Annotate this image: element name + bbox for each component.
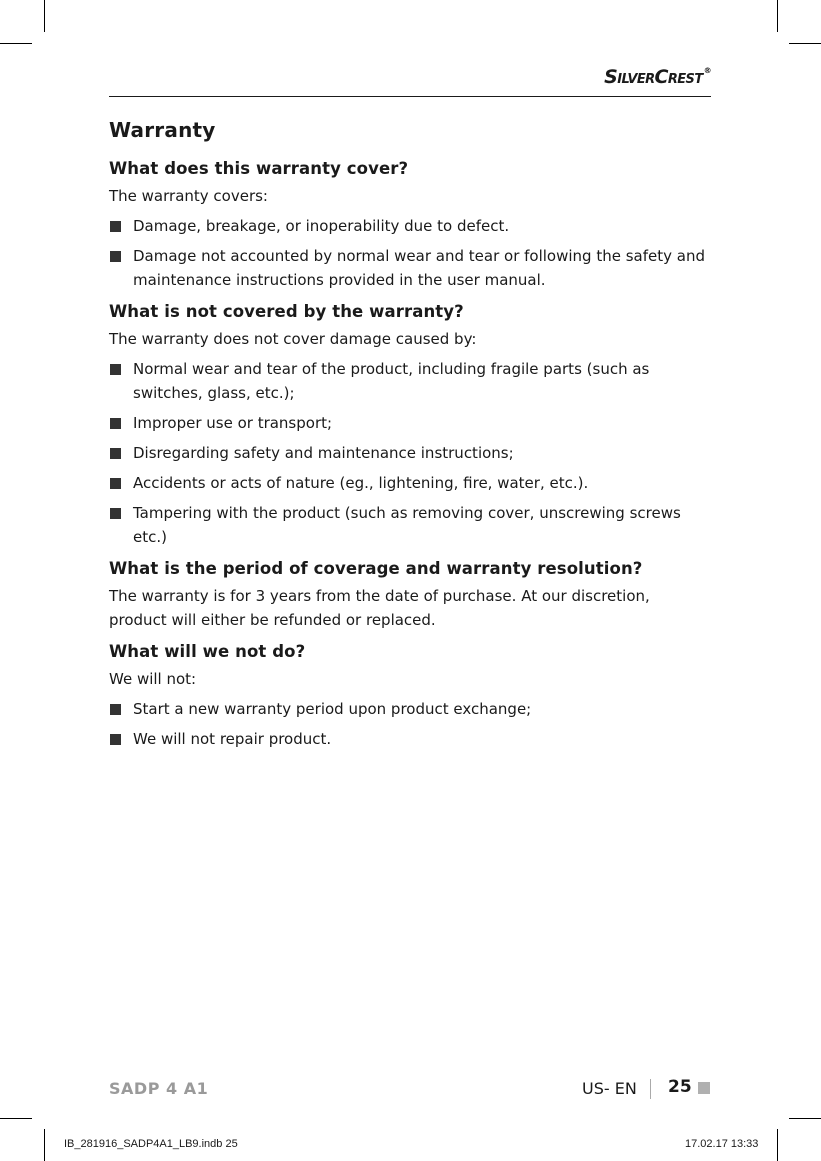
- bullet-item: Tampering with the product (such as removing cover, unscrewing screws etc.): [109, 501, 711, 549]
- bullet-item: Accidents or acts of nature (eg., lightening, fire, water, etc.).: [109, 471, 711, 495]
- footer-square-icon: [698, 1082, 710, 1094]
- bullet-item: Damage, breakage, or inoperability due to defect.: [109, 214, 711, 238]
- bullet-item: Disregarding safety and maintenance instructions;: [109, 441, 711, 465]
- section-intro: The warranty is for 3 years from the date of purchase. At our discretion, product will either be refunded or replaced.: [109, 587, 650, 629]
- section-intro: We will not:: [109, 670, 197, 688]
- section-heading: What is the period of coverage and warranty resolution?: [109, 559, 643, 578]
- bullet-list: [109, 214, 711, 292]
- section-heading: What is not covered by the warranty?: [109, 302, 464, 321]
- brand-name: SilverCrest: [604, 66, 703, 88]
- section-intro: The warranty covers:: [109, 187, 268, 205]
- page-number: 25: [668, 1077, 692, 1097]
- section-not-covered: [109, 302, 711, 549]
- section-will-not-do: [109, 642, 711, 751]
- print-slug-file: IB_281916_SADP4A1_LB9.indb 25: [64, 1138, 238, 1150]
- footer-language: US- EN: [582, 1079, 637, 1098]
- crop-mark-top-left: [44, 0, 45, 32]
- crop-mark-bottom-left-h: [0, 1118, 32, 1119]
- bullet-list: [109, 697, 711, 751]
- section-heading: What will we not do?: [109, 642, 306, 661]
- bullet-list: [109, 357, 711, 549]
- crop-mark-bottom-right-h: [789, 1118, 821, 1119]
- crop-mark-bottom-left: [44, 1129, 45, 1161]
- bullet-item: Normal wear and tear of the product, including fragile parts (such as switches, glass, etc.);: [109, 357, 711, 405]
- header-rule: [109, 96, 711, 97]
- bullet-item: Start a new warranty period upon product exchange;: [109, 697, 711, 721]
- crop-mark-top-right: [777, 0, 778, 32]
- section-period: [109, 559, 711, 642]
- footer-model: SADP 4 A1: [109, 1079, 209, 1098]
- crop-mark-bottom-right: [777, 1129, 778, 1161]
- crop-mark-top-left-h: [0, 43, 32, 44]
- crop-mark-top-right-h: [789, 43, 821, 44]
- page-content: [109, 118, 711, 761]
- bullet-item: We will not repair product.: [109, 727, 711, 751]
- bullet-item: Damage not accounted by normal wear and tear or following the safety and maintenance instructions provided in the user manual.: [109, 244, 711, 292]
- page-title: Warranty: [109, 118, 216, 142]
- footer-separator: [650, 1079, 651, 1099]
- print-slug-timestamp: 17.02.17 13:33: [685, 1138, 759, 1150]
- section-heading: What does this warranty cover?: [109, 159, 409, 178]
- section-intro: The warranty does not cover damage caused by:: [109, 330, 477, 348]
- section-coverage: [109, 159, 711, 292]
- brand-registered-mark: ®: [703, 66, 711, 75]
- brand-logo: [604, 66, 711, 88]
- bullet-item: Improper use or transport;: [109, 411, 711, 435]
